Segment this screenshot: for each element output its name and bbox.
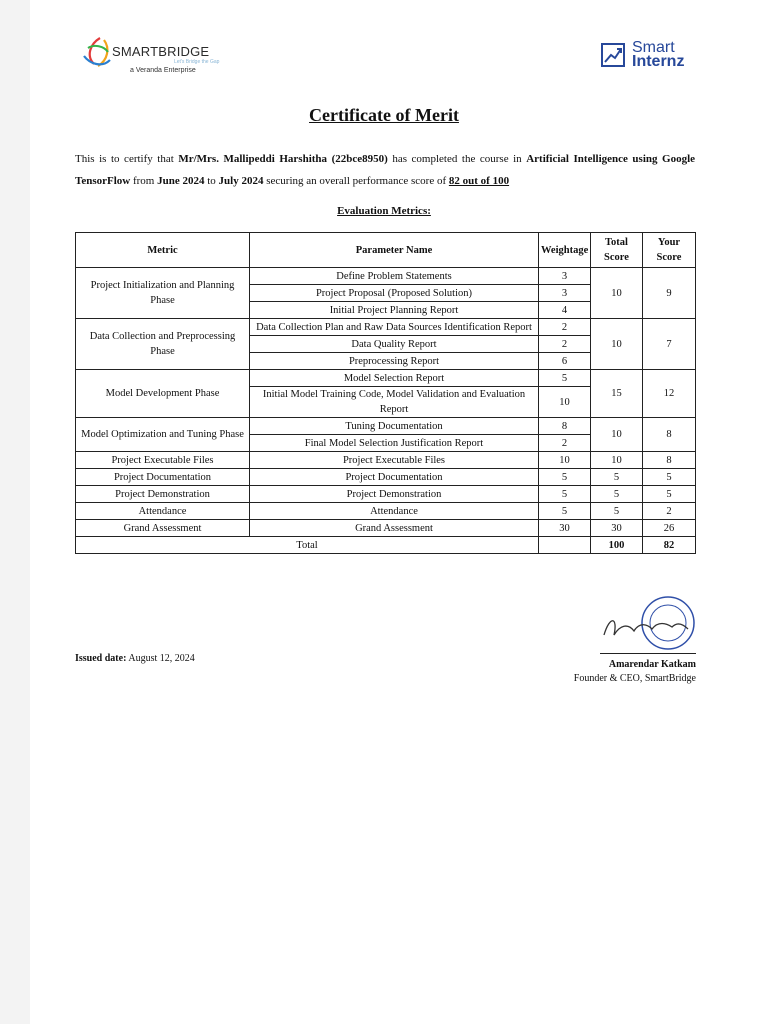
parameter-cell: Project Demonstration: [250, 486, 539, 503]
total-score-cell: 5: [591, 469, 643, 486]
from-text: from: [132, 175, 155, 187]
weightage-cell: 2: [539, 319, 591, 336]
start-date: June 2024: [157, 175, 205, 187]
parameter-cell: Project Documentation: [250, 469, 539, 486]
grand-your-score-cell: 82: [643, 537, 696, 554]
table-row: [76, 469, 696, 486]
metric-cell: Project Documentation: [76, 469, 250, 486]
certificate-statement: [75, 148, 695, 192]
metrics-heading: Evaluation Metrics:: [337, 205, 431, 217]
total-row: [76, 537, 696, 554]
column-header-metric: Metric: [76, 233, 250, 268]
smartbridge-brand: SMARTBRIDGE: [112, 44, 210, 59]
weightage-cell: 5: [539, 503, 591, 520]
parameter-cell: Data Collection Plan and Raw Data Sources Identification Report: [250, 319, 539, 336]
weightage-cell: 5: [539, 486, 591, 503]
table-row: [76, 418, 696, 435]
your-score-cell: 12: [643, 370, 696, 418]
signature-block: [570, 595, 696, 695]
issued-date-line: [75, 653, 195, 664]
weightage-cell: 6: [539, 353, 591, 370]
recipient-name: Mr/Mrs. Mallipeddi Harshitha (22bce8950): [178, 153, 388, 165]
total-score-cell: 5: [591, 486, 643, 503]
metric-cell: Project Demonstration: [76, 486, 250, 503]
parameter-cell: Preprocessing Report: [250, 353, 539, 370]
certificate-title: Certificate of Merit: [309, 105, 459, 125]
total-score-cell: 15: [591, 370, 643, 418]
weightage-cell: 2: [539, 336, 591, 353]
your-score-cell: 8: [643, 452, 696, 469]
table-row: [76, 268, 696, 285]
weightage-cell: 10: [539, 452, 591, 469]
parameter-cell: Final Model Selection Justification Report: [250, 435, 539, 452]
weightage-cell: 2: [539, 435, 591, 452]
completed-text: has completed the course in: [392, 153, 522, 165]
table-row: [76, 370, 696, 387]
column-header-total-score: Total Score: [591, 233, 643, 268]
total-score-cell: 10: [591, 452, 643, 469]
metric-cell: Model Optimization and Tuning Phase: [76, 418, 250, 452]
grand-total-score-cell: 100: [591, 537, 643, 554]
intro-text: This is to certify that: [75, 153, 174, 165]
metric-cell: Project Executable Files: [76, 452, 250, 469]
weightage-cell: 4: [539, 302, 591, 319]
your-score-cell: 5: [643, 469, 696, 486]
total-weightage-cell: [539, 537, 591, 554]
total-score-cell: 10: [591, 418, 643, 452]
table-header-row: [76, 233, 696, 268]
score-text: securing an overall performance score of: [266, 175, 447, 187]
weightage-cell: 5: [539, 370, 591, 387]
metrics-table-body: [76, 268, 696, 554]
smartinternz-logo: [600, 40, 700, 72]
table-row: [76, 520, 696, 537]
parameter-cell: Project Executable Files: [250, 452, 539, 469]
metric-cell: Data Collection and Preprocessing Phase: [76, 319, 250, 370]
smartbridge-logo: [80, 34, 220, 76]
overall-score: 82 out of 100: [448, 175, 510, 187]
parameter-cell: Data Quality Report: [250, 336, 539, 353]
weightage-cell: 3: [539, 285, 591, 302]
issued-date: August 12, 2024: [128, 653, 195, 664]
parameter-cell: Model Selection Report: [250, 370, 539, 387]
table-row: [76, 503, 696, 520]
smartbridge-swirl-logo-icon: [80, 34, 114, 74]
table-row: [76, 319, 696, 336]
your-score-cell: 5: [643, 486, 696, 503]
smartinternz-line1: Smart: [632, 39, 675, 56]
metric-cell: Grand Assessment: [76, 520, 250, 537]
metric-cell: Project Initialization and Planning Phase: [76, 268, 250, 319]
total-label-cell: Total: [76, 537, 539, 554]
total-score-cell: 10: [591, 268, 643, 319]
weightage-cell: 5: [539, 469, 591, 486]
weightage-cell: 30: [539, 520, 591, 537]
course-name: Artificial Intelligence using Google TensorFlow: [75, 153, 696, 187]
parameter-cell: Project Proposal (Proposed Solution): [250, 285, 539, 302]
your-score-cell: 7: [643, 319, 696, 370]
your-score-cell: 9: [643, 268, 696, 319]
smartbridge-tagline: Let's Bridge the Gap: [174, 59, 220, 65]
parameter-cell: Tuning Documentation: [250, 418, 539, 435]
to-text: to: [207, 175, 216, 187]
table-row: [76, 486, 696, 503]
weightage-cell: 8: [539, 418, 591, 435]
your-score-cell: 26: [643, 520, 696, 537]
total-score-cell: 10: [591, 319, 643, 370]
total-score-cell: 5: [591, 503, 643, 520]
smartinternz-line2: Internz: [632, 53, 685, 70]
parameter-cell: Grand Assessment: [250, 520, 539, 537]
smartbridge-enterprise: a Veranda Enterprise: [130, 67, 196, 74]
evaluation-metrics-table: [75, 232, 696, 554]
parameter-cell: Define Problem Statements: [250, 268, 539, 285]
your-score-cell: 8: [643, 418, 696, 452]
total-score-cell: 30: [591, 520, 643, 537]
end-date: July 2024: [218, 175, 264, 187]
parameter-cell: Initial Model Training Code, Model Validation and Evaluation Report: [250, 387, 539, 418]
weightage-cell: 10: [539, 387, 591, 418]
parameter-cell: Attendance: [250, 503, 539, 520]
parameter-cell: Initial Project Planning Report: [250, 302, 539, 319]
column-header-weightage: Weightage: [539, 233, 591, 268]
weightage-cell: 3: [539, 268, 591, 285]
smartinternz-chart-logo-icon: [600, 42, 626, 68]
signatory-name: Amarendar Katkam: [608, 659, 696, 670]
signatory-title: Founder & CEO, SmartBridge: [573, 673, 696, 684]
signature-line: [600, 653, 696, 654]
column-header-your-score: Your Score: [643, 233, 696, 268]
column-header-parameter: Parameter Name: [250, 233, 539, 268]
issued-label: Issued date:: [75, 653, 127, 664]
signature-and-seal-icon: [600, 595, 696, 655]
metric-cell: Model Development Phase: [76, 370, 250, 418]
table-row: [76, 452, 696, 469]
your-score-cell: 2: [643, 503, 696, 520]
metric-cell: Attendance: [76, 503, 250, 520]
